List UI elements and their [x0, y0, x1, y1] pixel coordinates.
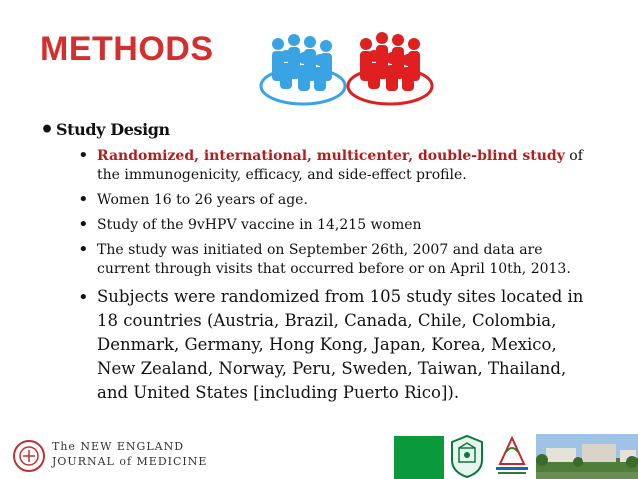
item-text: The study was initiated on September 26th, 2007 and data are current through visits that occurred before or on April 10th, 2013. — [97, 242, 571, 277]
item-text: Study of the 9vHPV vaccine in 14,215 women — [97, 217, 422, 233]
bullet: • — [78, 287, 89, 308]
bullet: • — [78, 239, 89, 260]
item-text: Subjects were randomized from 105 study sites located in 18 countries (Austria, Brazil, Canada, Chile, Colombia, Denmark, Germany, Hong Kong, Japan, Korea, Mexico, New Zealand, Norway, Peru, Sweden, Taiwan, Thailand, and United States [including Puerto Rico]). — [97, 287, 584, 402]
bullet: • — [78, 189, 89, 210]
list-item — [78, 216, 598, 235]
bullet-list — [78, 147, 598, 411]
list-item — [78, 285, 598, 405]
nejm-seal-icon — [12, 439, 46, 473]
nejm-line1: The NEW ENGLAND — [52, 440, 185, 453]
design-emphasis: Randomized, international, multicenter, double-blind study — [97, 148, 565, 164]
people-groups-icon — [258, 22, 438, 108]
slide-title: METHODS — [40, 30, 214, 68]
design-rest: of the immunogenicity, efficacy, and side-effect profile. — [97, 148, 583, 183]
campus-photo — [536, 434, 638, 479]
nejm-line2: JOURNAL of MEDICINE — [52, 455, 208, 468]
item-text: Women 16 to 26 years of age. — [97, 192, 308, 208]
institution-crest-icon — [448, 434, 486, 479]
bullet: • — [40, 117, 54, 143]
heading-text: Study Design — [56, 120, 170, 139]
list-item — [78, 191, 598, 210]
study-design-heading — [40, 117, 620, 143]
nejm-logo — [12, 438, 212, 474]
green-logo-block — [394, 436, 444, 479]
bullet: • — [78, 214, 89, 235]
list-item — [78, 241, 598, 279]
association-logo-icon — [492, 434, 532, 479]
bullet: • — [78, 145, 89, 166]
list-item — [78, 147, 598, 185]
